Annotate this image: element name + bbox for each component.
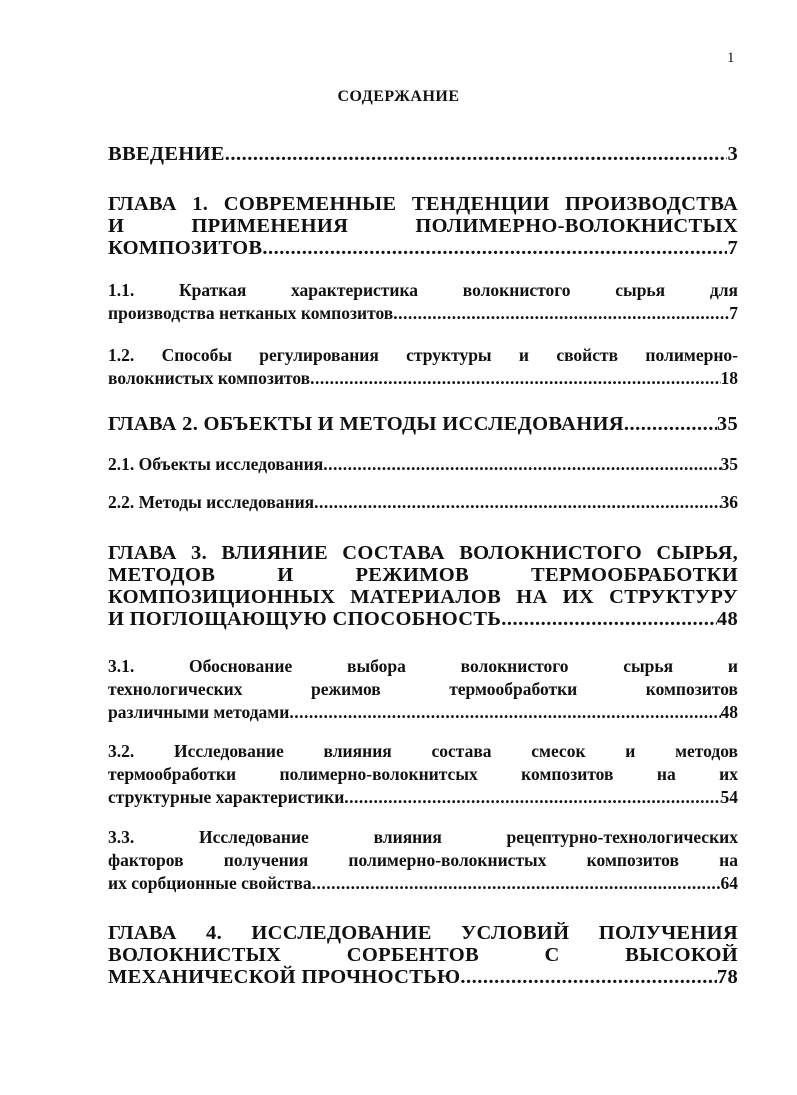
toc-page-number: 7 [729, 303, 738, 323]
toc-entry-last-line [108, 608, 738, 630]
dot-leader [501, 608, 717, 630]
dot-leader [460, 966, 716, 988]
toc-title: СОДЕРЖАНИЕ [337, 88, 460, 105]
toc-entry-line: КОМПОЗИЦИОННЫХ МАТЕРИАЛОВ НА ИХ СТРУКТУРУ [108, 586, 738, 608]
toc-section-entry[interactable] [108, 453, 738, 476]
dot-leader [225, 143, 728, 165]
toc-entry-title: 2.1. Объекты исследования [108, 454, 324, 474]
toc-page-number: 36 [720, 492, 738, 512]
toc-chapter-entry[interactable] [108, 922, 738, 988]
toc-entry-line: 1.1. Краткая характеристика волокнистого сырья для [108, 280, 738, 300]
toc-entry-title: МЕХАНИЧЕСКОЙ ПРОЧНОСТЬЮ [108, 966, 461, 988]
toc-entry-line: ГЛАВА 4. ИССЛЕДОВАНИЕ УСЛОВИЙ ПОЛУЧЕНИЯ [108, 922, 738, 944]
toc-entry-line: 3.2. Исследование влияния состава смесок и методов [108, 741, 738, 761]
toc-section-entry[interactable] [108, 655, 738, 724]
toc-entry-title: структурные характеристики [108, 787, 345, 807]
toc-entry-line: МЕТОДОВ И РЕЖИМОВ ТЕРМООБРАБОТКИ [108, 564, 738, 586]
toc-chapter-entry[interactable] [108, 193, 738, 259]
toc-entry-last-line [108, 302, 738, 325]
toc-entry-last-line [108, 413, 738, 435]
toc-entry-title: 2.2. Методы исследования [108, 492, 315, 512]
toc-page-number: 54 [720, 787, 738, 807]
toc-entry-line: ГЛАВА 3. ВЛИЯНИЕ СОСТАВА ВОЛОКНИСТОГО СЫРЬЯ, [108, 542, 738, 564]
toc-page-number: 7 [727, 237, 738, 259]
toc-chapter-entry[interactable] [108, 413, 738, 435]
toc-entry-last-line [108, 367, 738, 390]
toc-entry-line: термообработки полимерно-волокнитсых композитов на их [108, 764, 738, 784]
toc-entry-title: их сорбционные свойства [108, 873, 312, 893]
toc-section-entry[interactable] [108, 826, 738, 895]
toc-entry-last-line [108, 453, 738, 476]
dot-leader [393, 302, 729, 325]
toc-section-entry[interactable] [108, 740, 738, 809]
toc-entry-last-line [108, 237, 738, 259]
toc-entry-title: производства нетканых композитов [108, 303, 394, 323]
toc-page-number: 3 [727, 143, 738, 165]
page-number: 1 [727, 50, 735, 66]
dot-leader [624, 413, 717, 435]
dot-leader [262, 237, 727, 259]
toc-entry-title: И ПОГЛОЩАЮЩУЮ СПОСОБНОСТЬ [108, 608, 502, 630]
toc-entry-last-line [108, 966, 738, 988]
toc-section-entry[interactable] [108, 491, 738, 514]
toc-entry-line: 1.2. Способы регулирования структуры и свойств полимерно- [108, 345, 738, 365]
toc-page-number: 48 [716, 608, 738, 630]
toc-entry-last-line [108, 872, 738, 895]
toc-entry-title: ВВЕДЕНИЕ [108, 143, 225, 165]
toc-entry-line: технологических режимов термообработки композитов [108, 679, 738, 699]
toc-entry-title: различными методами [108, 702, 290, 722]
toc-entry-line: И ПРИМЕНЕНИЯ ПОЛИМЕРНО-ВОЛОКНИСТЫХ [108, 215, 738, 237]
toc-page-number: 78 [716, 966, 738, 988]
toc-page-number: 64 [720, 873, 738, 893]
dot-leader [289, 701, 720, 724]
toc-entry-title: волокнистых композитов [108, 368, 311, 388]
dot-leader [314, 491, 720, 514]
toc-entry-line: ГЛАВА 1. СОВРЕМЕННЫЕ ТЕНДЕНЦИИ ПРОИЗВОДСТВА [108, 193, 738, 215]
toc-entry-line: ВОЛОКНИСТЫХ СОРБЕНТОВ С ВЫСОКОЙ [108, 944, 738, 966]
toc-entry-last-line [108, 143, 738, 165]
toc-entry-title: ГЛАВА 2. ОБЪЕКТЫ И МЕТОДЫ ИССЛЕДОВАНИЯ [108, 413, 624, 435]
toc-entry-title: КОМПОЗИТОВ [108, 237, 263, 259]
toc-page-number: 48 [720, 702, 738, 722]
toc-chapter-entry[interactable] [108, 143, 738, 165]
toc-entry-line: факторов получения полимерно-волокнистых композитов на [108, 850, 738, 870]
toc-chapter-entry[interactable] [108, 542, 738, 630]
toc-entry-last-line [108, 701, 738, 724]
dot-leader [323, 453, 720, 476]
toc-section-entry[interactable] [108, 279, 738, 325]
toc-entry-last-line [108, 786, 738, 809]
toc-page-number: 35 [716, 413, 738, 435]
toc-section-entry[interactable] [108, 344, 738, 390]
dot-leader [344, 786, 720, 809]
toc-entry-last-line [108, 491, 738, 514]
toc-page-number: 35 [720, 454, 738, 474]
toc-entry-line: 3.1. Обоснование выбора волокнистого сырья и [108, 656, 738, 676]
toc-page-number: 18 [720, 368, 738, 388]
dot-leader [310, 367, 720, 390]
dot-leader [312, 872, 721, 895]
toc-entry-line: 3.3. Исследование влияния рецептурно-технологических [108, 827, 738, 847]
